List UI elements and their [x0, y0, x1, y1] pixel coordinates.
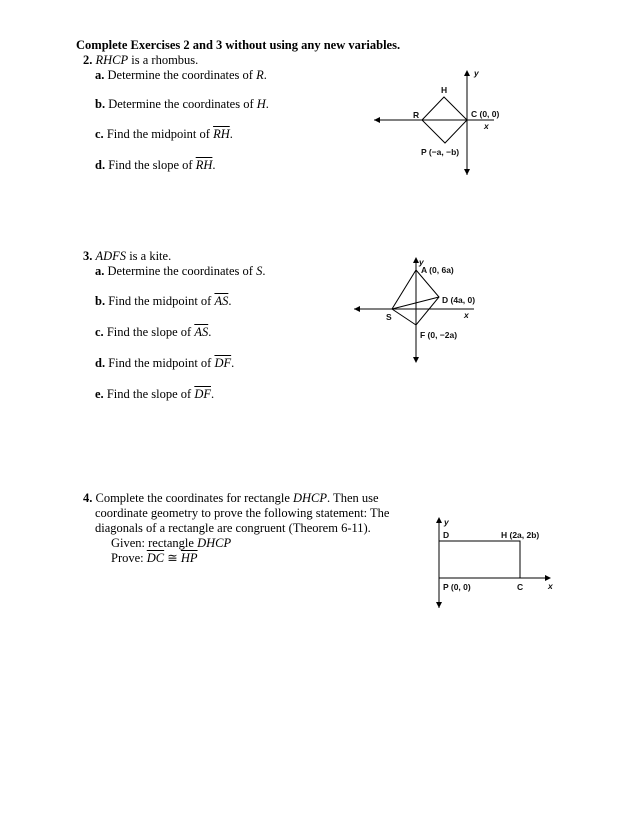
- y-axis-arrow-down: [413, 357, 419, 363]
- exercise-2c: [95, 127, 233, 141]
- figure-name: DHCP: [197, 536, 232, 550]
- exercise-3b: [95, 294, 231, 308]
- rhombus-diagram: [370, 65, 510, 181]
- exercise-number: 3.: [83, 249, 93, 263]
- vertex-r-label: R: [413, 110, 420, 120]
- segment: $\overline{AS}$: [194, 325, 209, 339]
- segment: $\overline{RH}$: [195, 158, 213, 172]
- x-label: x: [464, 310, 469, 320]
- segment: $\overline{DC}$: [146, 551, 165, 565]
- text: Complete the coordinates for rectangle: [92, 491, 293, 505]
- exercise-2a: [95, 68, 267, 82]
- exercise-4-line-2: coordinate geometry to prove the following statement: The: [95, 506, 390, 520]
- vertex-c-label: C: [517, 582, 524, 592]
- figure-name: DHCP: [293, 491, 328, 505]
- y-axis-arrow-down: [464, 169, 470, 175]
- y-axis-arrow-down: [436, 602, 442, 608]
- exercise-3d: [95, 356, 234, 370]
- vertex-a-label: A (0, 6a): [421, 265, 454, 275]
- exercise-number: 2.: [83, 53, 93, 67]
- part-text: Find the midpoint of: [103, 127, 214, 141]
- part-label: b.: [95, 97, 106, 111]
- x-label: x: [484, 121, 489, 131]
- exercise-3-title: [83, 249, 171, 263]
- variable: R: [256, 68, 264, 82]
- part-text: Find the midpoint of: [105, 356, 215, 370]
- congruent-symbol: ≅: [164, 551, 181, 565]
- vertex-p-label: P (−a, −b): [421, 147, 460, 157]
- prove-label: Prove:: [111, 551, 147, 565]
- segment: $\overline{HP}$: [180, 551, 198, 565]
- x-label: x: [548, 581, 553, 591]
- title-text: is a kite.: [126, 249, 172, 263]
- vertex-d-label: D (4a, 0): [442, 295, 476, 305]
- y-label: y: [444, 517, 449, 527]
- punct: .: [265, 97, 269, 111]
- vertex-f-label: F (0, −2a): [420, 330, 458, 340]
- exercise-4-line-1: [83, 491, 379, 505]
- exercise-2d: [95, 158, 216, 172]
- given-label: Given: rectangle: [111, 536, 198, 550]
- x-axis-arrow-left: [354, 306, 360, 312]
- part-label: c.: [95, 127, 104, 141]
- exercise-4-prove: [111, 551, 198, 565]
- exercise-number: 4.: [83, 491, 93, 505]
- kite-diagram: [352, 255, 502, 367]
- part-text: Determine the coordinates of: [104, 68, 257, 82]
- variable: S: [256, 264, 263, 278]
- vertex-h-label: H (2a, 2b): [501, 530, 540, 540]
- part-label: b.: [95, 294, 106, 308]
- part-text: Find the slope of: [103, 387, 195, 401]
- y-axis-arrow-up: [464, 70, 470, 76]
- variable: H: [256, 97, 266, 111]
- part-label: d.: [95, 356, 106, 370]
- vertex-d-label: D: [443, 530, 450, 540]
- part-text: Find the midpoint of: [105, 294, 215, 308]
- punct: .: [231, 356, 235, 370]
- part-label: d.: [95, 158, 106, 172]
- segment: $\overline{DF}$: [194, 387, 211, 401]
- figure-name: RHCP: [95, 53, 129, 67]
- text: . Then use: [327, 491, 379, 505]
- part-text: Find the slope of: [105, 158, 196, 172]
- y-axis-arrow-up: [436, 517, 442, 523]
- segment: $\overline{AS}$: [214, 294, 229, 308]
- part-label: a.: [95, 68, 105, 82]
- punct: .: [210, 387, 215, 401]
- figure-name: ADFS: [95, 249, 127, 263]
- rectangle-diagram: [432, 514, 562, 610]
- part-text: Determine the coordinates of: [105, 97, 257, 111]
- part-text: Determine the coordinates of: [104, 264, 257, 278]
- vertex-s-label: S: [386, 312, 392, 322]
- exercise-4-line-3: diagonals of a rectangle are congruent (Theorem 6-11).: [95, 521, 371, 535]
- exercise-2-title: [83, 53, 198, 67]
- segment: $\overline{RH}$: [213, 127, 230, 141]
- rectangle-shape: [439, 541, 520, 578]
- punct: .: [263, 68, 267, 82]
- y-label: y: [419, 257, 424, 267]
- segment: $\overline{DF}$: [214, 356, 232, 370]
- exercise-4-given: [111, 536, 231, 550]
- part-label: e.: [95, 387, 104, 401]
- title-text: is a rhombus.: [128, 53, 199, 67]
- punct: .: [229, 127, 233, 141]
- exercise-3e: [95, 387, 214, 401]
- exercise-3a: [95, 264, 265, 278]
- part-label: c.: [95, 325, 104, 339]
- exercise-2b: [95, 97, 269, 111]
- vertex-c-label: C (0, 0): [471, 109, 500, 119]
- punct: .: [208, 325, 212, 339]
- vertex-h-label: H: [441, 85, 448, 95]
- punct: .: [262, 264, 266, 278]
- vertex-p-label: P (0, 0): [443, 582, 471, 592]
- x-axis-arrow-left: [374, 117, 380, 123]
- y-label: y: [474, 68, 479, 78]
- part-label: a.: [95, 264, 105, 278]
- part-text: Find the slope of: [103, 325, 195, 339]
- exercise-3c: [95, 325, 211, 339]
- punct: .: [228, 294, 232, 308]
- instructions-heading: Complete Exercises 2 and 3 without using any new variables.: [76, 38, 401, 52]
- punct: .: [212, 158, 216, 172]
